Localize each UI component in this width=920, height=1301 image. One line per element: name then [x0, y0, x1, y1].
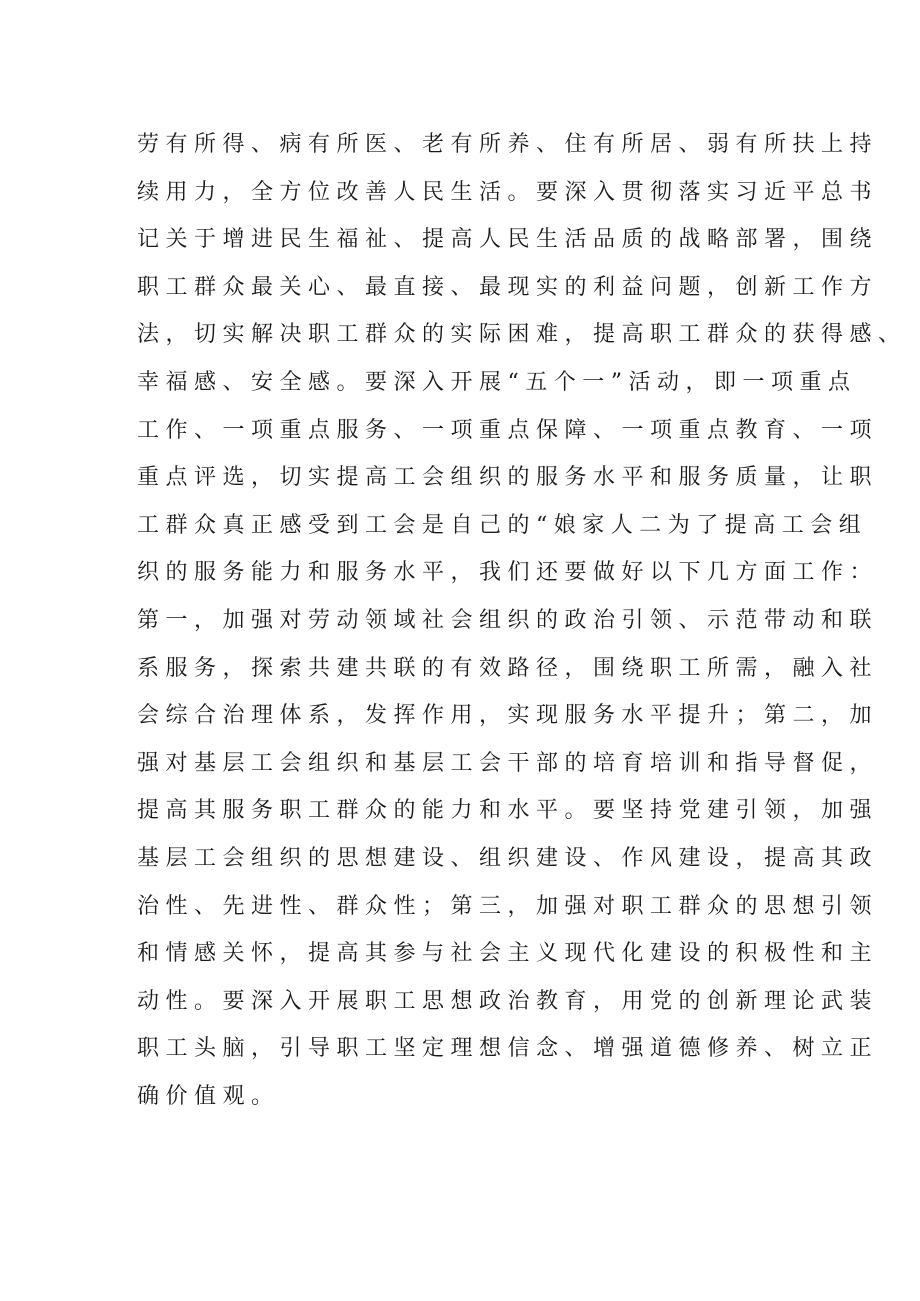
text-line: 治性、先进性、群众性；第三，加强对职工群众的思想引领: [137, 893, 879, 919]
text-line: 劳有所得、病有所医、老有所养、住有所居、弱有所扶上持: [137, 132, 879, 157]
text-line: 强对基层工会组织和基层工会干部的培育培训和指导督促，: [137, 750, 879, 776]
text-line: 和情感关怀，提高其参与社会主义现代化建设的积极性和主: [137, 941, 879, 967]
text-line: 记关于增进民生福祉、提高人民生活品质的战略部署，围绕: [137, 227, 879, 253]
text-line: 确价值观。: [137, 1083, 280, 1109]
text-line: 织的服务能力和服务水平，我们还要做好以下几方面工作：: [137, 560, 879, 586]
text-line: 职工头脑，引导职工坚定理想信念、增强道德修养、树立正: [137, 1036, 879, 1062]
text-line: 提高其服务职工群众的能力和水平。要坚持党建引领，加强: [137, 798, 879, 824]
text-line: 会综合治理体系，发挥作用，实现服务水平提升；第二，加: [137, 703, 879, 729]
body-paragraph: [137, 121, 907, 1120]
text-line: 工作、一项重点服务、一项重点保障、一项重点教育、一项: [137, 417, 879, 443]
text-line: 基层工会组织的思想建设、组织建设、作风建设，提高其政: [137, 845, 879, 871]
text-line: 法，切实解决职工群众的实际困难，提高职工群众的获得感、: [137, 322, 907, 348]
text-line: 职工群众最关心、最直接、最现实的利益问题，创新工作方: [137, 274, 879, 300]
text-line: 重点评选，切实提高工会组织的服务水平和服务质量，让职: [137, 465, 879, 491]
text-line: 工群众真正感受到工会是自己的“娘家人二为了提高工会组: [137, 512, 868, 538]
text-line: 幸福感、安全感。要深入开展“五个一”活动，即一项重点: [137, 369, 857, 395]
text-line: 动性。要深入开展职工思想政治教育，用党的创新理论武装: [137, 988, 879, 1014]
text-line: 系服务，探索共建共联的有效路径，围绕职工所需，融入社: [137, 655, 879, 681]
text-line: 续用力，全方位改善人民生活。要深入贯彻落实习近平总书: [137, 179, 879, 205]
text-line: 第一，加强对劳动领域社会组织的政治引领、示范带动和联: [137, 607, 879, 633]
